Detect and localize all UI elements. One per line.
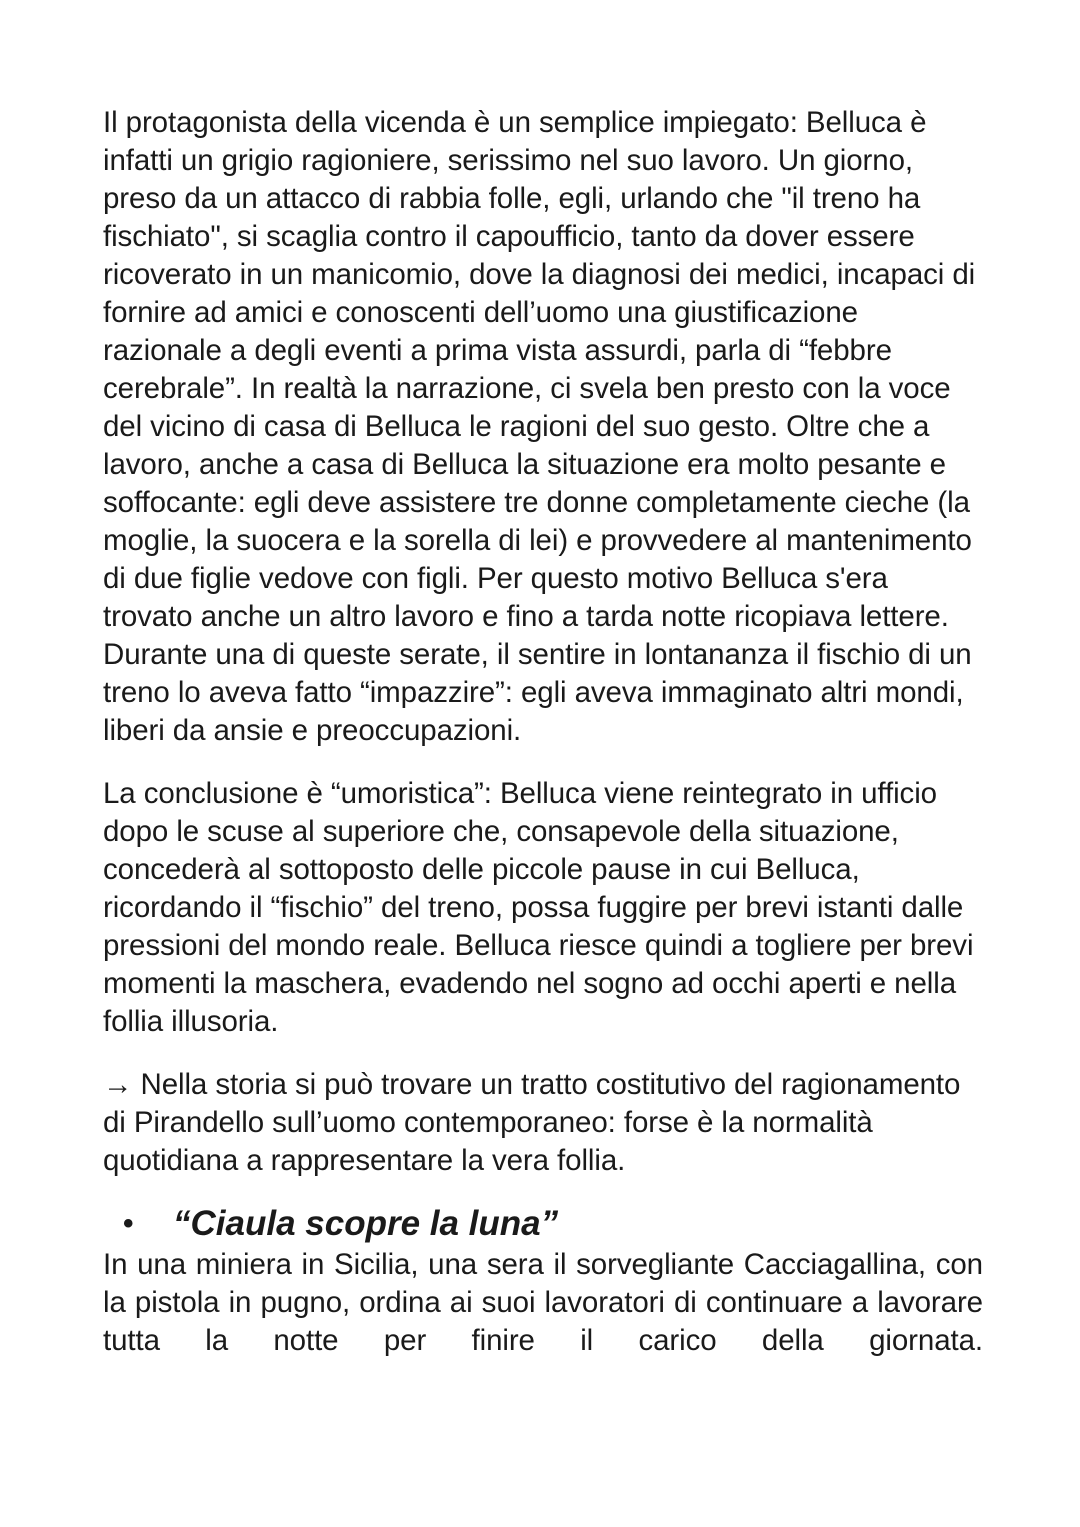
section-heading-ciaula [103, 1202, 983, 1246]
paragraph-belluca-story: Il protagonista della vicenda è un semplice impiegato: Belluca è infatti un grigio ragioniere, serissimo nel suo lavoro. Un giorno, preso da un attacco di rabbia folle, egli, urlando che "il treno ha fischiato", si scaglia contro il capoufficio, tanto da dover essere ricoverato in un manicomio, dove la diagnosi dei medici, incapaci di fornire ad amici e conoscenti dell’uomo una giustificazione razionale a degli eventi a prima vista assurdi, parla di “febbre cerebrale”. In realtà la narrazione, ci svela ben presto con la voce del vicino di casa di Belluca le ragioni del suo gesto. Oltre che a lavoro, anche a casa di Belluca la situazione era molto pesante e soffocante: egli deve assistere tre donne completamente cieche (la moglie, la suocera e la sorella di lei) e provvedere al mantenimento di due figlie vedove con figli. Per questo motivo Belluca s'era trovato anche un altro lavoro e fino a tarda notte ricopiava lettere. Durante una di queste serate, il sentire in lontananza il fischio di un treno lo aveva fatto “impazzire”: egli aveva immaginato altri mondi, liberi da ansie e preoccupazioni. [103, 106, 976, 747]
document-page [103, 104, 983, 1360]
paragraph-conclusion: La conclusione è “umoristica”: Belluca viene reintegrato in ufficio dopo le scuse al superiore che, consapevole della situazione, concederà al sottoposto delle piccole pause in cui Belluca, ricordando il “fischio” del treno, possa fuggire per brevi istanti dalle pressioni del mondo reale. Belluca riesce quindi a togliere per brevi momenti la maschera, evadendo nel sogno ad occhi aperti e nella follia illusoria. [103, 777, 974, 1038]
section-heading-text: “Ciaula scopre la luna” [173, 1204, 559, 1243]
bullet-icon: • [123, 1207, 134, 1240]
paragraph-ciaula-intro: In una miniera in Sicilia, una sera il sorvegliante Cacciagallina, con la pistola in pugno, ordina ai suoi lavoratori di continuare a lavorare tutta la notte per finire il carico della giornata. [103, 1248, 983, 1357]
paragraph-pirandello-note: → Nella storia si può trovare un tratto costitutivo del ragionamento di Pirandello sull’uomo contemporaneo: forse è la normalità quotidiana a rappresentare la vera follia. [103, 1068, 961, 1177]
